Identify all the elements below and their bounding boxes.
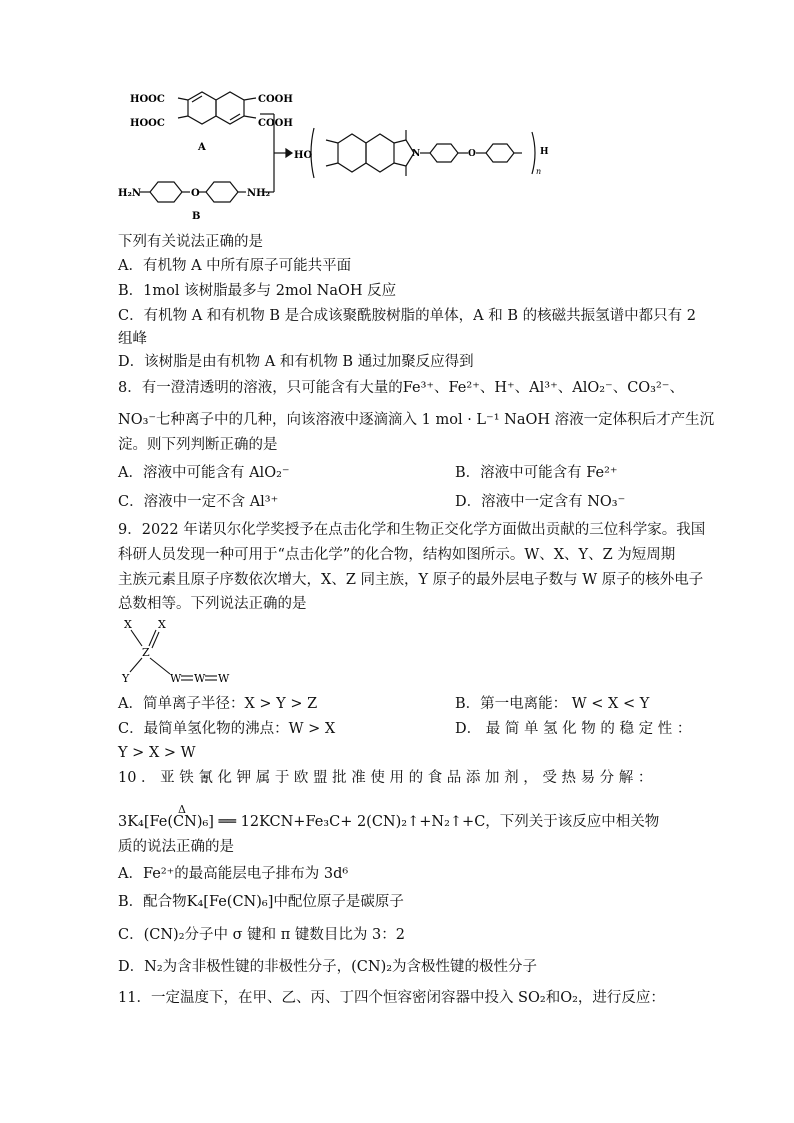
fig-x1: X xyxy=(124,618,132,631)
fig-y: Y xyxy=(122,672,130,685)
q9-structure-figure xyxy=(118,614,248,686)
q9-line2: 科研人员发现一种可用于“点击化学”的化合物，结构如图所示。W、X、Y、Z 为短周期 xyxy=(118,547,676,563)
q8-option-d: D．溶液中一定含有 NO₃⁻ xyxy=(455,494,626,510)
a-cooh-top-right: COOH xyxy=(258,94,293,105)
q9-line4: 总数相等。下列说法正确的是 xyxy=(118,596,307,612)
q10-equation: 3K₄[Fe(CN)₆] ══ 12KCN+Fe₃C+ 2(CN)₂↑+N₂↑+C，下列关于该反应中相关物 xyxy=(118,814,660,830)
a-cooh-bottom-right: COOH xyxy=(258,118,293,129)
q9-option-a: A．简单离子半径：X > Y > Z xyxy=(118,696,318,712)
fig-w2: W xyxy=(194,672,206,685)
label-a: A xyxy=(198,142,206,153)
q8-line3: 淀。则下列判断正确的是 xyxy=(118,437,278,453)
label-b: B xyxy=(192,211,201,222)
b-right-amine: NH₂ xyxy=(247,188,270,199)
q9-option-c: C．最简单氢化物的沸点：W > X xyxy=(118,721,336,737)
q10-line1: 10 ． 亚 铁 氰 化 钾 属 于 欧 盟 批 准 使 用 的 食 品 添 加 剂 ， 受 热 易 分 解 ： xyxy=(118,770,653,786)
q10-option-d: D．N₂为含非极性键的非极性分子，(CN)₂为含极性键的极性分子 xyxy=(118,959,538,975)
q11-line1: 11．一定温度下，在甲、乙、丙、丁四个恒容密闭容器中投入 SO₂和O₂，进行反应： xyxy=(118,990,665,1006)
polymer-end-left: HO xyxy=(294,150,313,161)
q8-option-a: A．溶液中可能含有 AlO₂⁻ xyxy=(118,465,290,481)
q7-stem: 下列有关说法正确的是 xyxy=(118,234,263,250)
b-ether-o: O xyxy=(191,188,200,199)
q8-line1: 8．有一澄清透明的溶液，只可能含有大量的Fe³⁺、Fe²⁺、H⁺、Al³⁺、AlO₂⁻、CO₃²⁻、 xyxy=(118,380,684,396)
q7-option-b: B．1mol 该树脂最多与 2mol NaOH 反应 xyxy=(118,283,397,299)
polymer-imide-n: N xyxy=(412,149,421,159)
fig-z: Z xyxy=(142,646,150,659)
a-cooh-top-left: HOOC xyxy=(130,94,165,105)
molecule-a-structure xyxy=(178,92,256,124)
q9-line3: 主族元素且原子序数依次增大，X、Z 同主族，Y 原子的最外层电子数与 W 原子的核外电子 xyxy=(118,572,704,588)
q9-line1: 9．2022 年诺贝尔化学奖授予在点击化学和生物正交化学方面做出贡献的三位科学家。我国 xyxy=(118,522,706,538)
q7-option-c-cont: 组峰 xyxy=(118,331,147,347)
fig-w1: W xyxy=(170,672,182,685)
q10-line3: 质的说法正确的是 xyxy=(118,839,234,855)
a-cooh-bottom-left: HOOC xyxy=(130,118,165,129)
polymer-subscript-n: n xyxy=(536,167,542,176)
q9-option-d: D． 最 简 单 氢 化 物 的 稳 定 性 ： xyxy=(455,721,692,737)
q7-option-a: A．有机物 A 中所有原子可能共平面 xyxy=(118,258,352,274)
q10-option-c: C．(CN)₂分子中 σ 键和 π 键数目比为 3：2 xyxy=(118,927,405,943)
fig-x2: X xyxy=(158,618,166,631)
q9-option-b: B．第一电离能： W < X < Y xyxy=(455,696,650,712)
q7-option-d: D．该树脂是由有机物 A 和有机物 B 通过加聚反应得到 xyxy=(118,354,474,370)
fig-w3: W xyxy=(218,672,230,685)
polymer-structure xyxy=(311,128,535,178)
q8-line2: NO₃⁻七种离子中的几种，向该溶液中逐滴滴入 1 mol · L⁻¹ NaOH 溶液一定体积后才产生沉 xyxy=(118,412,715,428)
q8-option-b: B．溶液中可能含有 Fe²⁺ xyxy=(455,465,618,481)
b-left-amine: H₂N xyxy=(118,188,141,199)
q7-option-c: C．有机物 A 和有机物 B 是合成该聚酰胺树脂的单体，A 和 B 的核磁共振氢谱中都只有 2 xyxy=(118,308,696,324)
polymer-ether-o: O xyxy=(468,149,476,159)
q10-delta: Δ xyxy=(178,803,186,816)
q10-option-b: B．配合物K₄[Fe(CN)₆]中配位原子是碳原子 xyxy=(118,894,404,910)
polymer-end-right: H xyxy=(540,147,549,157)
q9-option-d-cont: Y > X > W xyxy=(118,745,196,761)
polymer-synthesis-figure xyxy=(118,88,678,223)
q10-option-a: A．Fe²⁺的最高能层电子排布为 3d⁶ xyxy=(118,866,349,882)
q8-option-c: C．溶液中一定不含 Al³⁺ xyxy=(118,494,279,510)
